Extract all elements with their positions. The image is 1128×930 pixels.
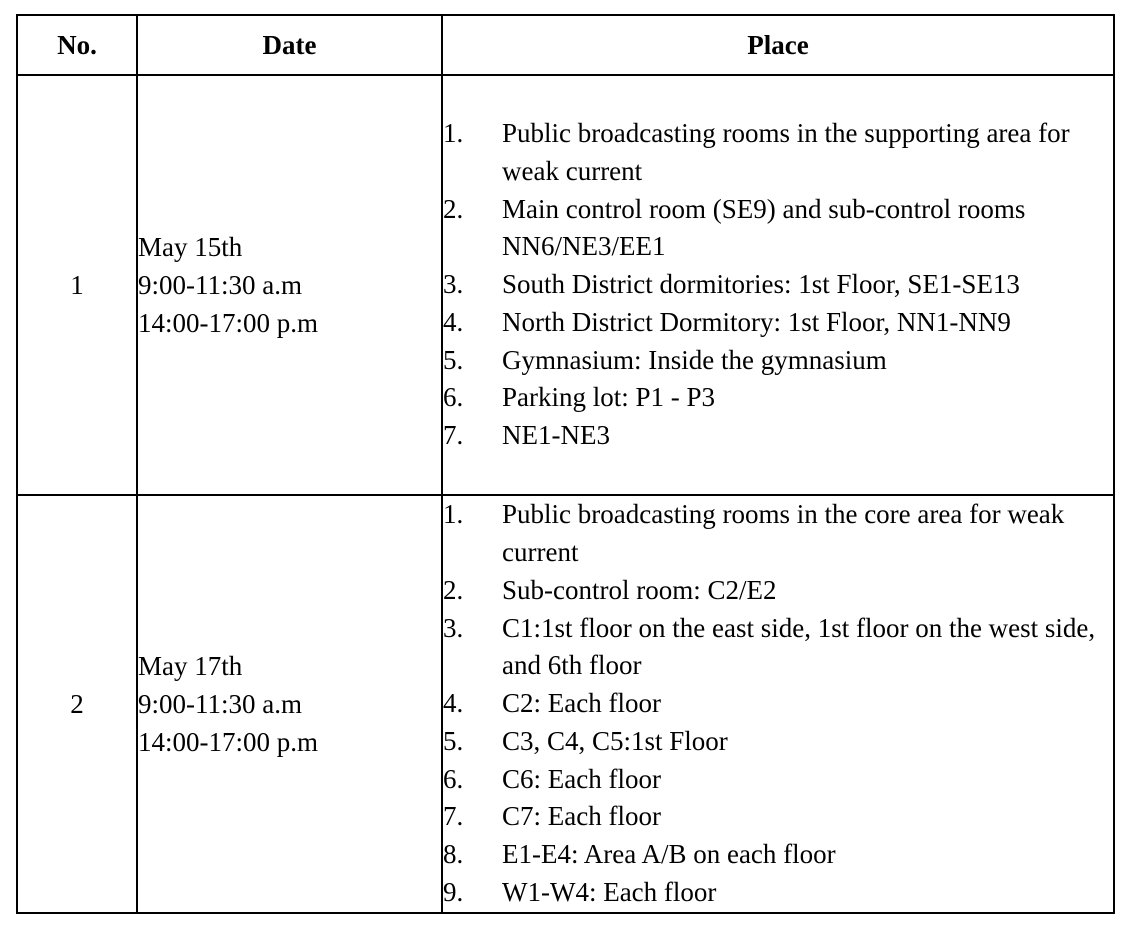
list-item-number: 4. [443, 306, 464, 337]
date-morning-time: 9:00-11:30 a.m [138, 270, 302, 300]
list-item-text: C6: Each floor [502, 763, 661, 794]
list-item [443, 115, 1113, 191]
schedule-table [16, 14, 1115, 914]
list-item-number: 7. [443, 801, 464, 832]
list-item [443, 417, 1113, 455]
date-cell [137, 495, 442, 913]
list-item [443, 874, 1113, 912]
list-item-number: 6. [443, 763, 464, 794]
date-day: May 15th [138, 232, 243, 262]
list-item-number: 6. [443, 382, 464, 413]
list-item-number: 1. [443, 117, 464, 148]
list-item [443, 723, 1113, 761]
table-row [17, 495, 1114, 913]
list-item-number: 1. [443, 499, 464, 530]
list-item-number: 8. [443, 839, 464, 870]
list-item [443, 610, 1113, 686]
list-item [443, 379, 1113, 417]
list-item-text: Public broadcasting rooms in the core area for weak current [502, 499, 1065, 567]
date-morning-time: 9:00-11:30 a.m [138, 689, 302, 719]
header-date: Date [137, 15, 442, 75]
list-item-number: 3. [443, 612, 464, 643]
list-item-number: 5. [443, 344, 464, 375]
list-item [443, 572, 1113, 610]
date-day: May 17th [138, 651, 243, 681]
list-item [443, 836, 1113, 874]
list-item-text: Sub-control room: C2/E2 [502, 574, 777, 605]
list-item-text: South District dormitories: 1st Floor, SE1-SE13 [502, 269, 1020, 300]
list-item-number: 7. [443, 420, 464, 451]
table-row [17, 75, 1114, 495]
list-item-text: C1:1st floor on the east side, 1st floor on the west side, and 6th floor [502, 612, 1096, 681]
list-item-number: 5. [443, 725, 464, 756]
list-item-text: Gymnasium: Inside the gymnasium [502, 344, 887, 375]
list-item [443, 798, 1113, 836]
list-item-text: Public broadcasting rooms in the supporting area for weak current [502, 117, 1070, 186]
header-no: No. [17, 15, 137, 75]
row-number: 2 [17, 495, 137, 913]
header-row [17, 15, 1114, 75]
list-item [443, 304, 1113, 342]
list-item [443, 685, 1113, 723]
date-afternoon-time: 14:00-17:00 p.m [138, 308, 318, 338]
list-item-text: C2: Each floor [502, 688, 661, 719]
date-afternoon-time: 14:00-17:00 p.m [138, 727, 318, 757]
list-item-text: North District Dormitory: 1st Floor, NN1-NN9 [502, 306, 1011, 337]
place-list [443, 496, 1113, 912]
date-cell [137, 75, 442, 495]
list-item-number: 2. [443, 574, 464, 605]
header-place: Place [442, 15, 1114, 75]
list-item-number: 2. [443, 193, 464, 224]
list-item-number: 3. [443, 269, 464, 300]
place-cell [442, 495, 1114, 913]
list-item [443, 266, 1113, 304]
list-item-text: Parking lot: P1 - P3 [502, 382, 716, 413]
list-item-number: 4. [443, 688, 464, 719]
place-list [443, 115, 1113, 455]
list-item-text: Main control room (SE9) and sub-control rooms NN6/NE3/EE1 [502, 193, 1026, 262]
list-item-text: NE1-NE3 [502, 420, 610, 451]
table-body [17, 75, 1114, 913]
place-cell [442, 75, 1114, 495]
list-item [443, 496, 1113, 572]
list-item [443, 761, 1113, 799]
list-item-text: E1-E4: Area A/B on each floor [502, 839, 836, 870]
list-item-text: C7: Each floor [502, 801, 661, 832]
list-item-text: C3, C4, C5:1st Floor [502, 725, 728, 756]
table-header [17, 15, 1114, 75]
list-item [443, 342, 1113, 380]
row-number: 1 [17, 75, 137, 495]
list-item-text: W1-W4: Each floor [502, 877, 717, 908]
list-item [443, 191, 1113, 267]
list-item-number: 9. [443, 877, 464, 908]
